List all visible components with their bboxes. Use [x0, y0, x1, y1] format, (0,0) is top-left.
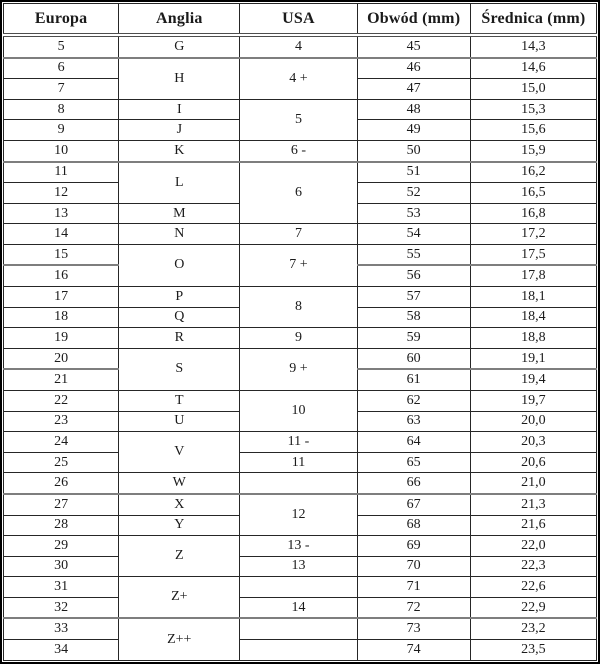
cell-usa: 9: [240, 328, 357, 349]
table-row: [4, 391, 597, 412]
cell-anglia: W: [119, 473, 240, 494]
cell-srednica: 22,0: [470, 536, 596, 557]
cell-usa: 13: [240, 556, 357, 577]
cell-usa: 13 -: [240, 536, 357, 557]
cell-anglia: Z++: [119, 618, 240, 660]
cell-europa: 27: [4, 494, 119, 515]
cell-srednica: 16,5: [470, 183, 596, 204]
cell-obwod: 51: [357, 162, 470, 183]
cell-obwod: 64: [357, 432, 470, 453]
cell-srednica: 15,3: [470, 99, 596, 120]
cell-srednica: 19,7: [470, 391, 596, 412]
table-row: [4, 618, 597, 639]
cell-usa: 11 -: [240, 432, 357, 453]
cell-anglia: N: [119, 224, 240, 245]
column-header-anglia: Anglia: [119, 4, 240, 36]
cell-europa: 12: [4, 183, 119, 204]
cell-srednica: 23,5: [470, 640, 596, 661]
cell-anglia: P: [119, 287, 240, 308]
column-header-obwod: Obwód (mm): [357, 4, 470, 36]
cell-obwod: 52: [357, 183, 470, 204]
cell-srednica: 15,0: [470, 79, 596, 100]
cell-anglia: O: [119, 244, 240, 286]
cell-obwod: 55: [357, 244, 470, 265]
cell-obwod: 49: [357, 120, 470, 141]
cell-europa: 33: [4, 618, 119, 639]
cell-anglia: J: [119, 120, 240, 141]
cell-usa: 4 +: [240, 58, 357, 100]
table-row: [4, 35, 597, 58]
cell-srednica: 20,0: [470, 411, 596, 432]
cell-obwod: 50: [357, 140, 470, 161]
cell-obwod: 59: [357, 328, 470, 349]
cell-srednica: 17,2: [470, 224, 596, 245]
table-row: [4, 348, 597, 369]
cell-srednica: 22,9: [470, 597, 596, 618]
cell-usa: 5: [240, 99, 357, 140]
table-row: [4, 640, 597, 661]
cell-obwod: 48: [357, 99, 470, 120]
cell-europa: 9: [4, 120, 119, 141]
cell-srednica: 21,0: [470, 473, 596, 494]
table-row: [4, 536, 597, 557]
cell-anglia: R: [119, 328, 240, 349]
cell-srednica: 14,6: [470, 58, 596, 79]
cell-anglia: S: [119, 348, 240, 390]
cell-anglia: Z: [119, 536, 240, 577]
table-row: [4, 432, 597, 453]
cell-obwod: 70: [357, 556, 470, 577]
cell-anglia: I: [119, 99, 240, 120]
cell-anglia: V: [119, 432, 240, 473]
cell-europa: 11: [4, 162, 119, 183]
cell-usa: [240, 640, 357, 661]
cell-obwod: 56: [357, 265, 470, 286]
cell-anglia: X: [119, 494, 240, 515]
cell-obwod: 73: [357, 618, 470, 639]
cell-anglia: U: [119, 411, 240, 432]
table-header: [4, 4, 597, 36]
cell-obwod: 63: [357, 411, 470, 432]
cell-srednica: 19,4: [470, 369, 596, 390]
cell-europa: 16: [4, 265, 119, 286]
cell-srednica: 14,3: [470, 35, 596, 58]
cell-obwod: 68: [357, 515, 470, 536]
column-header-srednica: Średnica (mm): [470, 4, 596, 36]
cell-europa: 32: [4, 597, 119, 618]
cell-usa: [240, 473, 357, 494]
table-row: [4, 452, 597, 473]
cell-srednica: 23,2: [470, 618, 596, 639]
cell-europa: 18: [4, 307, 119, 328]
cell-srednica: 17,5: [470, 244, 596, 265]
cell-europa: 21: [4, 369, 119, 390]
table-row: [4, 287, 597, 308]
table-row: [4, 577, 597, 598]
cell-obwod: 47: [357, 79, 470, 100]
cell-europa: 15: [4, 244, 119, 265]
cell-europa: 13: [4, 203, 119, 224]
cell-anglia: K: [119, 140, 240, 161]
table-row: [4, 494, 597, 515]
cell-europa: 22: [4, 391, 119, 412]
table-row: [4, 162, 597, 183]
cell-obwod: 62: [357, 391, 470, 412]
cell-usa: [240, 618, 357, 639]
cell-usa: 11: [240, 452, 357, 473]
cell-europa: 8: [4, 99, 119, 120]
cell-obwod: 71: [357, 577, 470, 598]
column-header-europa: Europa: [4, 4, 119, 36]
cell-srednica: 15,9: [470, 140, 596, 161]
cell-usa: 9 +: [240, 348, 357, 390]
header-row: [4, 4, 597, 36]
cell-srednica: 21,6: [470, 515, 596, 536]
cell-anglia: Y: [119, 515, 240, 536]
table-row: [4, 99, 597, 120]
cell-usa: 6: [240, 162, 357, 224]
cell-usa: 4: [240, 35, 357, 58]
table-row: [4, 556, 597, 577]
cell-obwod: 53: [357, 203, 470, 224]
table-row: [4, 597, 597, 618]
cell-srednica: 20,3: [470, 432, 596, 453]
cell-europa: 6: [4, 58, 119, 79]
cell-usa: [240, 577, 357, 598]
cell-usa: 14: [240, 597, 357, 618]
cell-obwod: 58: [357, 307, 470, 328]
table-row: [4, 244, 597, 265]
ring-size-conversion-table: [3, 3, 597, 661]
cell-europa: 24: [4, 432, 119, 453]
cell-obwod: 65: [357, 452, 470, 473]
cell-obwod: 57: [357, 287, 470, 308]
cell-srednica: 16,2: [470, 162, 596, 183]
cell-obwod: 66: [357, 473, 470, 494]
table-row: [4, 224, 597, 245]
cell-europa: 19: [4, 328, 119, 349]
cell-anglia: Q: [119, 307, 240, 328]
cell-srednica: 21,3: [470, 494, 596, 515]
cell-europa: 7: [4, 79, 119, 100]
cell-anglia: Z+: [119, 577, 240, 619]
cell-anglia: G: [119, 35, 240, 58]
cell-europa: 17: [4, 287, 119, 308]
cell-obwod: 46: [357, 58, 470, 79]
cell-srednica: 18,8: [470, 328, 596, 349]
cell-anglia: T: [119, 391, 240, 412]
cell-usa: 7: [240, 224, 357, 245]
cell-obwod: 54: [357, 224, 470, 245]
cell-srednica: 17,8: [470, 265, 596, 286]
cell-obwod: 60: [357, 348, 470, 369]
cell-srednica: 18,4: [470, 307, 596, 328]
cell-obwod: 74: [357, 640, 470, 661]
cell-europa: 29: [4, 536, 119, 557]
cell-usa: 7 +: [240, 244, 357, 286]
cell-europa: 34: [4, 640, 119, 661]
cell-usa: 12: [240, 494, 357, 536]
cell-europa: 10: [4, 140, 119, 161]
cell-europa: 26: [4, 473, 119, 494]
cell-obwod: 72: [357, 597, 470, 618]
table-row: [4, 58, 597, 79]
cell-europa: 30: [4, 556, 119, 577]
cell-anglia: M: [119, 203, 240, 224]
cell-obwod: 69: [357, 536, 470, 557]
cell-srednica: 18,1: [470, 287, 596, 308]
table-row: [4, 140, 597, 161]
cell-europa: 23: [4, 411, 119, 432]
column-header-usa: USA: [240, 4, 357, 36]
cell-europa: 20: [4, 348, 119, 369]
table-row: [4, 473, 597, 494]
cell-obwod: 61: [357, 369, 470, 390]
cell-obwod: 67: [357, 494, 470, 515]
table-row: [4, 328, 597, 349]
cell-usa: 8: [240, 287, 357, 328]
cell-obwod: 45: [357, 35, 470, 58]
cell-srednica: 20,6: [470, 452, 596, 473]
cell-europa: 25: [4, 452, 119, 473]
cell-usa: 10: [240, 391, 357, 432]
cell-europa: 31: [4, 577, 119, 598]
cell-anglia: L: [119, 162, 240, 204]
cell-srednica: 22,3: [470, 556, 596, 577]
table-body: [4, 35, 597, 661]
cell-srednica: 16,8: [470, 203, 596, 224]
cell-srednica: 22,6: [470, 577, 596, 598]
cell-srednica: 19,1: [470, 348, 596, 369]
cell-srednica: 15,6: [470, 120, 596, 141]
cell-anglia: H: [119, 58, 240, 100]
cell-europa: 5: [4, 35, 119, 58]
cell-usa: 6 -: [240, 140, 357, 161]
cell-europa: 28: [4, 515, 119, 536]
cell-europa: 14: [4, 224, 119, 245]
